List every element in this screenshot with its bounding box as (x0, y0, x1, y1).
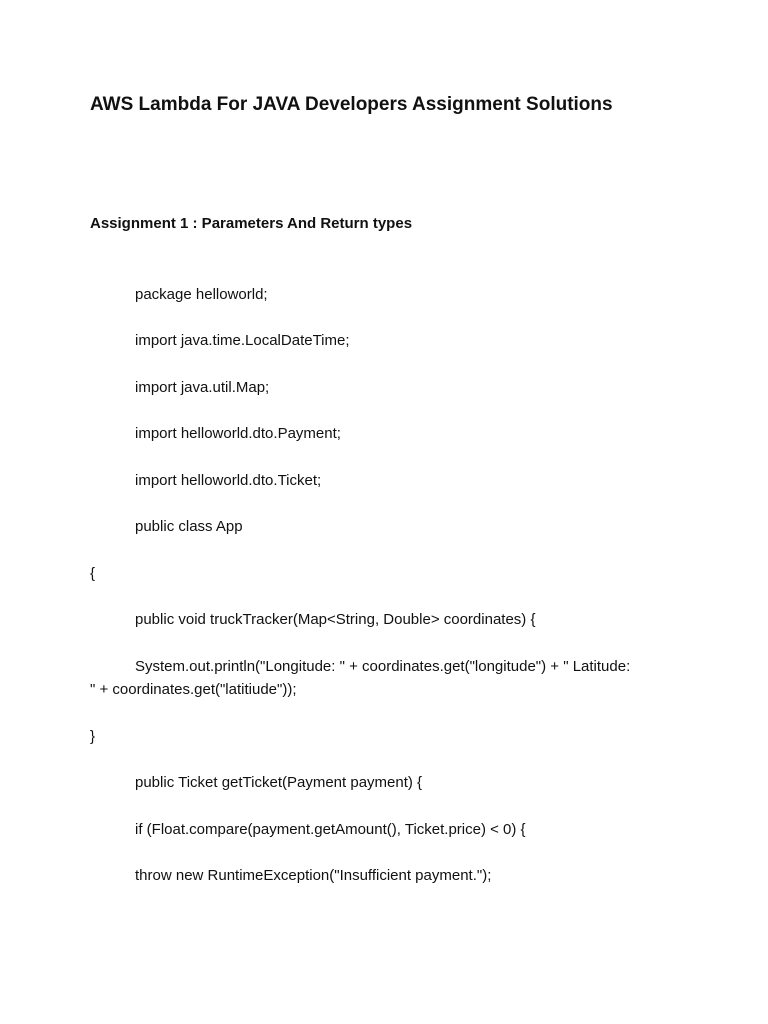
code-line: System.out.println("Longitude: " + coordinates.get("longitude") + " Latitude: (135, 658, 631, 675)
code-line: public class App (135, 518, 243, 535)
code-line: } (90, 728, 96, 745)
code-line: import helloworld.dto.Ticket; (135, 472, 322, 489)
code-line: if (Float.compare(payment.getAmount(), Ticket.price) < 0) { (135, 821, 526, 838)
document-title: AWS Lambda For JAVA Developers Assignment Solutions (90, 94, 613, 115)
code-line: throw new RuntimeException("Insufficient payment."); (135, 867, 492, 884)
code-line: import java.time.LocalDateTime; (135, 332, 350, 349)
code-line: public void truckTracker(Map<String, Double> coordinates) { (135, 611, 536, 628)
code-line: import java.util.Map; (135, 379, 270, 396)
code-line: import helloworld.dto.Payment; (135, 425, 341, 442)
code-line: package helloworld; (135, 286, 268, 303)
code-line: { (90, 565, 96, 582)
code-line: public Ticket getTicket(Payment payment) { (135, 774, 423, 791)
code-line-continuation: " + coordinates.get("latitiude")); (90, 681, 297, 698)
section-heading: Assignment 1 : Parameters And Return types (90, 215, 413, 232)
